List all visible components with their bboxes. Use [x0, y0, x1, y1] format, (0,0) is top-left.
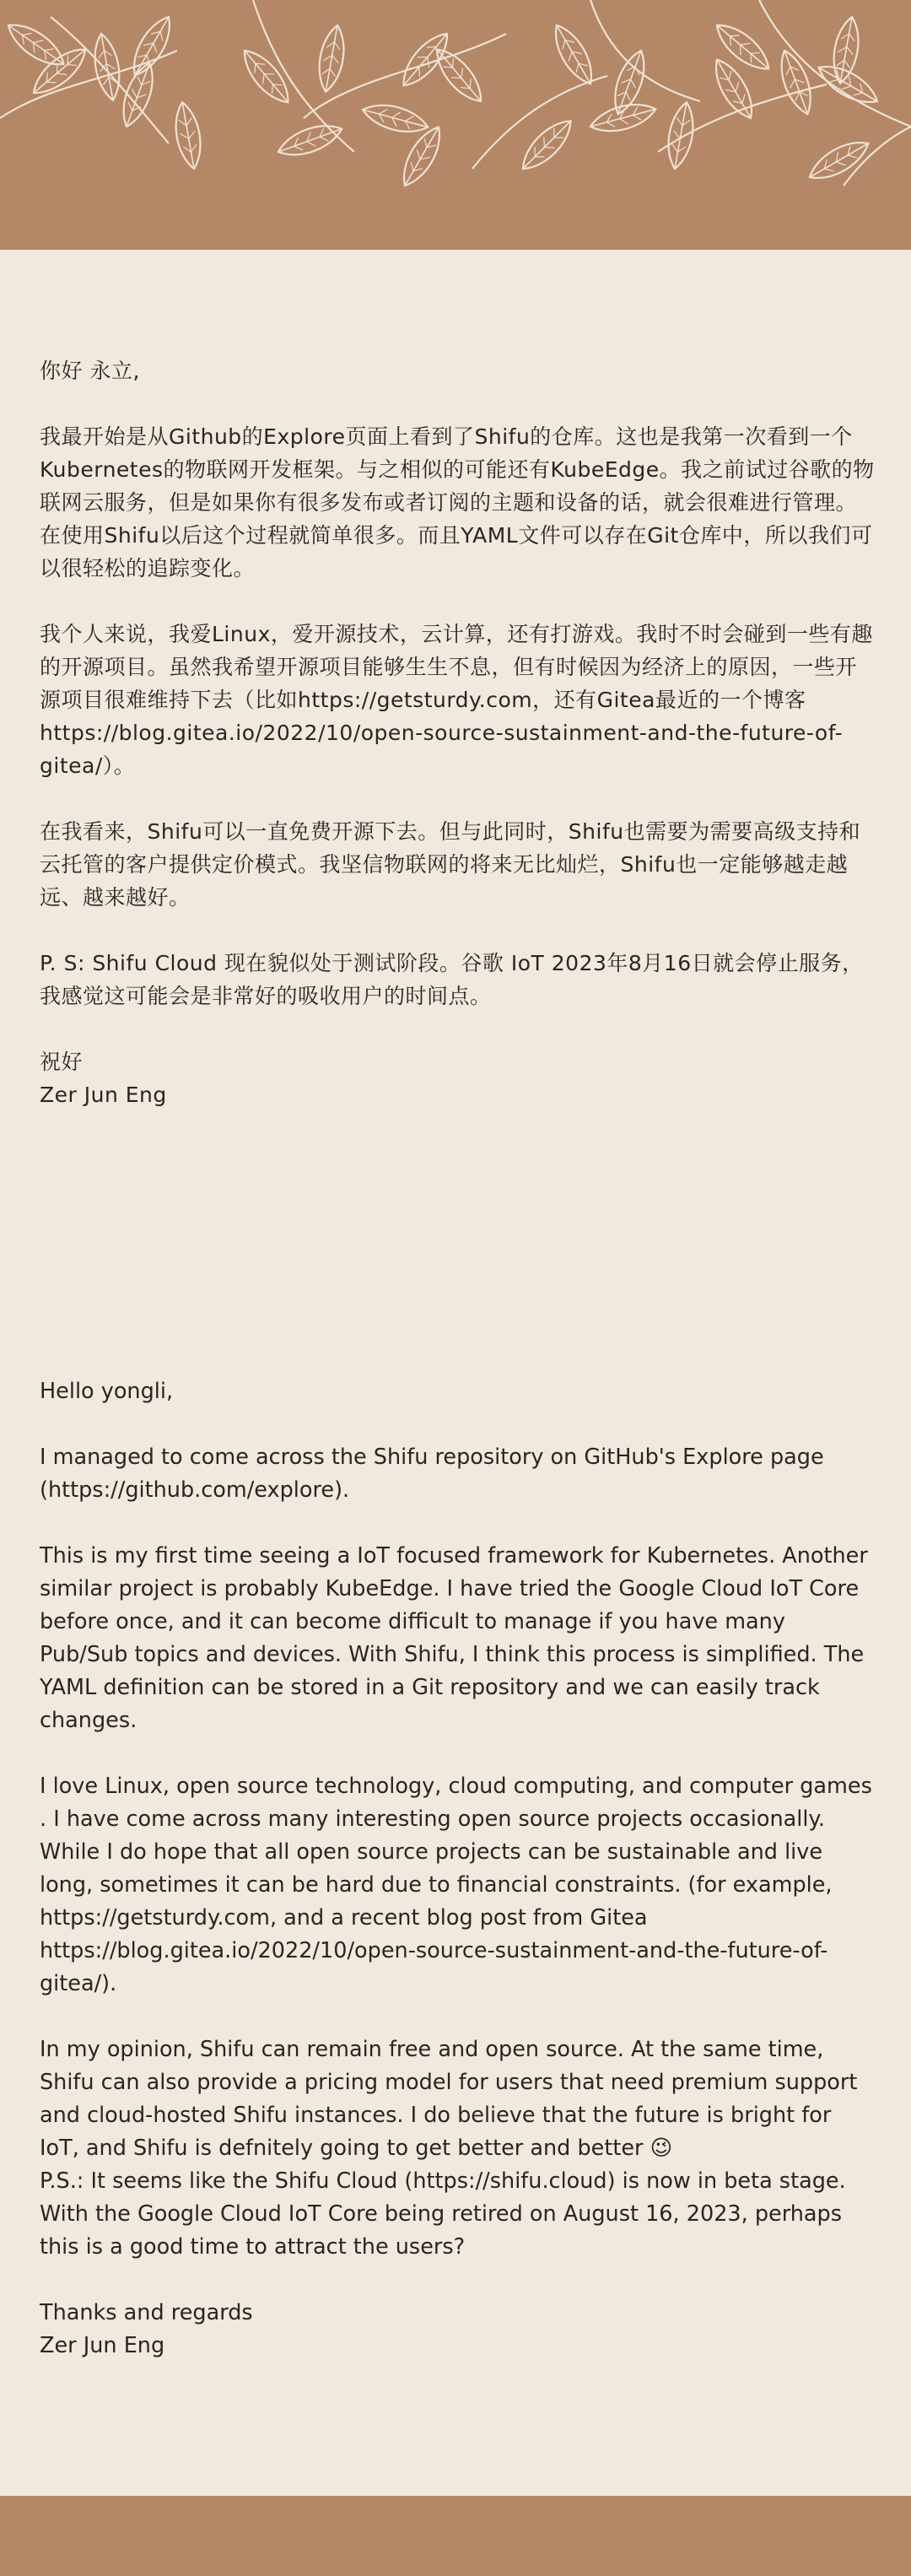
chinese-closing: 祝好 — [40, 1050, 84, 1074]
english-paragraph: I managed to come across the Shifu repository on GitHub's Explore page (https://github.com/explore). — [40, 1445, 824, 1503]
footer-band — [0, 2496, 911, 2576]
english-letter — [40, 1375, 875, 2363]
english-paragraph: This is my first time seeing a IoT focused framework for Kubernetes. Another similar project is probably KubeEdge. I have tried the Google Cloud IoT Core before once, and it can become difficult to manage if you have many Pub/Sub topics and devices. With Shifu, I think this process is simplified. The YAML definition can be stored in a Git repository and we can easily track changes. — [40, 1543, 868, 1733]
leaf-pattern-illustration — [0, 0, 911, 250]
chinese-letter — [40, 354, 875, 1111]
chinese-paragraph: 我个人来说，我爱Linux，爱开源技术，云计算，还有打游戏。我时不时会碰到一些有趣的开源项目。虽然我希望开源项目能够生生不息，但有时候因为经济上的原因，一些开源项目很难维持下去（比如https://getsturdy.com，还有Gitea最近的一个博客 https://blog.gitea.io/2022/10/open-source-sustainment-and-the-future-of-gitea/）。 — [40, 622, 873, 778]
chinese-paragraph: P. S: Shifu Cloud 现在貌似处于测试阶段。谷歌 IoT 2023年8月16日就会停止服务，我感觉这可能会是非常好的吸收用户的时间点。 — [40, 951, 864, 1008]
chinese-signature: Zer Jun Eng — [40, 1083, 167, 1107]
english-paragraph: I love Linux, open source technology, cloud computing, and computer games . I have come across many interesting open source projects occasionally. While I do hope that all open source projects can be sustainable and live long, sometimes it can be hard due to financial constraints. (for example, https://getsturdy.com, and a recent blog post from Gitea https://blog.gitea.io/2022/10/open-source-sustainment-and-the-future-of-gitea/). — [40, 1774, 872, 1996]
chinese-greeting: 你好 永立, — [40, 359, 140, 383]
chinese-paragraph: 我最开始是从Github的Explore页面上看到了Shifu的仓库。这也是我第一次看到一个Kubernetes的物联网开发框架。与之相似的可能还有KubeEdge。我之前试过谷歌的物联网云服务，但是如果你有很多发布或者订阅的主题和设备的话，就会很难进行管理。在使用Shifu以后这个过程就简单很多。而且YAML文件可以存在Git仓库中，所以我们可以很轻松的追踪变化。 — [40, 424, 875, 581]
leaf-banner — [0, 0, 911, 250]
english-greeting: Hello yongli, — [40, 1379, 174, 1404]
english-closing: Thanks and regards — [40, 2300, 253, 2325]
english-postscript: P.S.: It seems like the Shifu Cloud (https://shifu.cloud) is now in beta stage. With the Google Cloud IoT Core being retired on August 16, 2023, perhaps this is a good time to attract the users? — [40, 2168, 846, 2260]
chinese-paragraph: 在我看来，Shifu可以一直免费开源下去。但与此同时，Shifu也需要为需要高级支持和云托管的客户提供定价模式。我坚信物联网的将来无比灿烂，Shifu也一定能够越走越远、越来越好。 — [40, 819, 861, 910]
english-paragraph: In my opinion, Shifu can remain free and open source. At the same time, Shifu can also provide a pricing model for users that need premium support and cloud-hosted Shifu instances. I do believe that the future is bright for IoT, and Shifu is defnitely going to get better and better 😉 — [40, 2037, 858, 2161]
english-signature: Zer Jun Eng — [40, 2333, 165, 2358]
